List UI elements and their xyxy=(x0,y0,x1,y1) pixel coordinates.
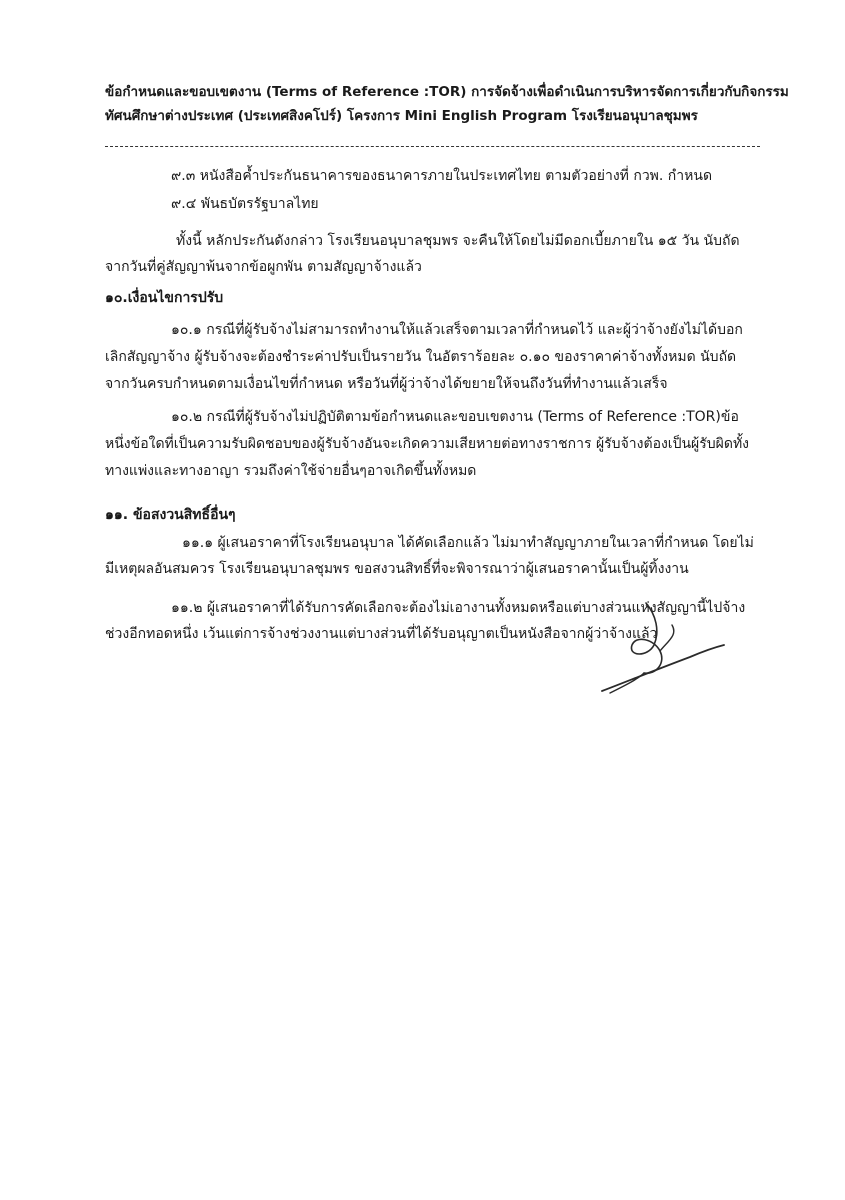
item-10-2-line-2: หนึ่งข้อใดที่เป็นความรับผิดชอบของผู้รับจ้างอันจะเกิดความเสียหายต่อทางราชการ ผู้รับจ้างต้องเป็นผู้รับผิดทั้ง xyxy=(105,436,750,452)
item-9-3: ๙.๓ หนังสือค้ำประกันธนาคารของธนาคารภายในประเทศไทย ตามตัวอย่างที่ กวพ. กำหนด xyxy=(171,168,713,184)
header-line-2: ทัศนศึกษาต่างประเทศ (ประเทศสิงคโปร์) โครงการ Mini English Program โรงเรียนอนุบาลชุมพร xyxy=(105,108,698,124)
item-9-4: ๙.๔ พันธบัตรรัฐบาลไทย xyxy=(171,196,319,212)
item-10-1-line-2: เลิกสัญญาจ้าง ผู้รับจ้างจะต้องชำระค่าปรับเป็นรายวัน ในอัตราร้อยละ ๐.๑๐ ของราคาค่าจ้างทั้งหมด นับถัด xyxy=(105,349,737,365)
item-11-1-line-1: ๑๑.๑ ผู้เสนอราคาที่โรงเรียนอนุบาล ได้คัดเลือกแล้ว ไม่มาทำสัญญาภายในเวลาที่กำหนด โดยไม่ xyxy=(182,535,754,551)
header-divider xyxy=(105,146,760,147)
item-11-2-line-1: ๑๑.๒ ผู้เสนอราคาที่ได้รับการคัดเลือกจะต้องไม่เอางานทั้งหมดหรือแต่บางส่วนแห่งสัญญานี้ไปจ้าง xyxy=(171,600,746,616)
note-line-1: ทั้งนี้ หลักประกันดังกล่าว โรงเรียนอนุบาลชุมพร จะคืนให้โดยไม่มีดอกเบี้ยภายใน ๑๕ วัน นับถัด xyxy=(176,233,740,249)
item-10-1-line-3: จากวันครบกำหนดตามเงื่อนไขที่กำหนด หรือวันที่ผู้ว่าจ้างได้ขยายให้จนถึงวันที่ทำงานแล้วเสร็จ xyxy=(105,376,668,392)
item-11-1-line-2: มีเหตุผลอันสมควร โรงเรียนอนุบาลชุมพร ขอสงวนสิทธิ์ที่จะพิจารณาว่าผู้เสนอราคานั้นเป็นผู้ทิ้งงาน xyxy=(105,561,689,577)
note-line-2: จากวันที่คู่สัญญาพ้นจากข้อผูกพัน ตามสัญญาจ้างแล้ว xyxy=(105,259,422,275)
document-header xyxy=(105,80,789,128)
section-10-title: ๑๐.เงื่อนไขการปรับ xyxy=(105,290,224,306)
header-line-1: ข้อกำหนดและขอบเขตงาน (Terms of Reference :TOR) การจัดจ้างเพื่อดำเนินการบริหารจัดการเกี่ยวกับกิจกรรม xyxy=(105,84,789,100)
handwritten-signature xyxy=(598,595,728,705)
item-10-2-line-3: ทางแพ่งและทางอาญา รวมถึงค่าใช้จ่ายอื่นๆอาจเกิดขึ้นทั้งหมด xyxy=(105,463,477,479)
item-11-2-line-2: ช่วงอีกทอดหนึ่ง เว้นแต่การจ้างช่วงงานแต่บางส่วนที่ได้รับอนุญาตเป็นหนังสือจากผู้ว่าจ้างแล้ว xyxy=(105,626,658,642)
item-10-2-line-1: ๑๐.๒ กรณีที่ผู้รับจ้างไม่ปฏิบัติตามข้อกำหนดและขอบเขตงาน (Terms of Reference :TOR)ข้อ xyxy=(171,409,739,425)
section-11-title: ๑๑. ข้อสงวนสิทธิ์อื่นๆ xyxy=(105,507,236,523)
item-10-1-line-1: ๑๐.๑ กรณีที่ผู้รับจ้างไม่สามารถทำงานให้แล้วเสร็จตามเวลาที่กำหนดไว้ และผู้ว่าจ้างยังไม่ได้บอก xyxy=(171,322,743,338)
